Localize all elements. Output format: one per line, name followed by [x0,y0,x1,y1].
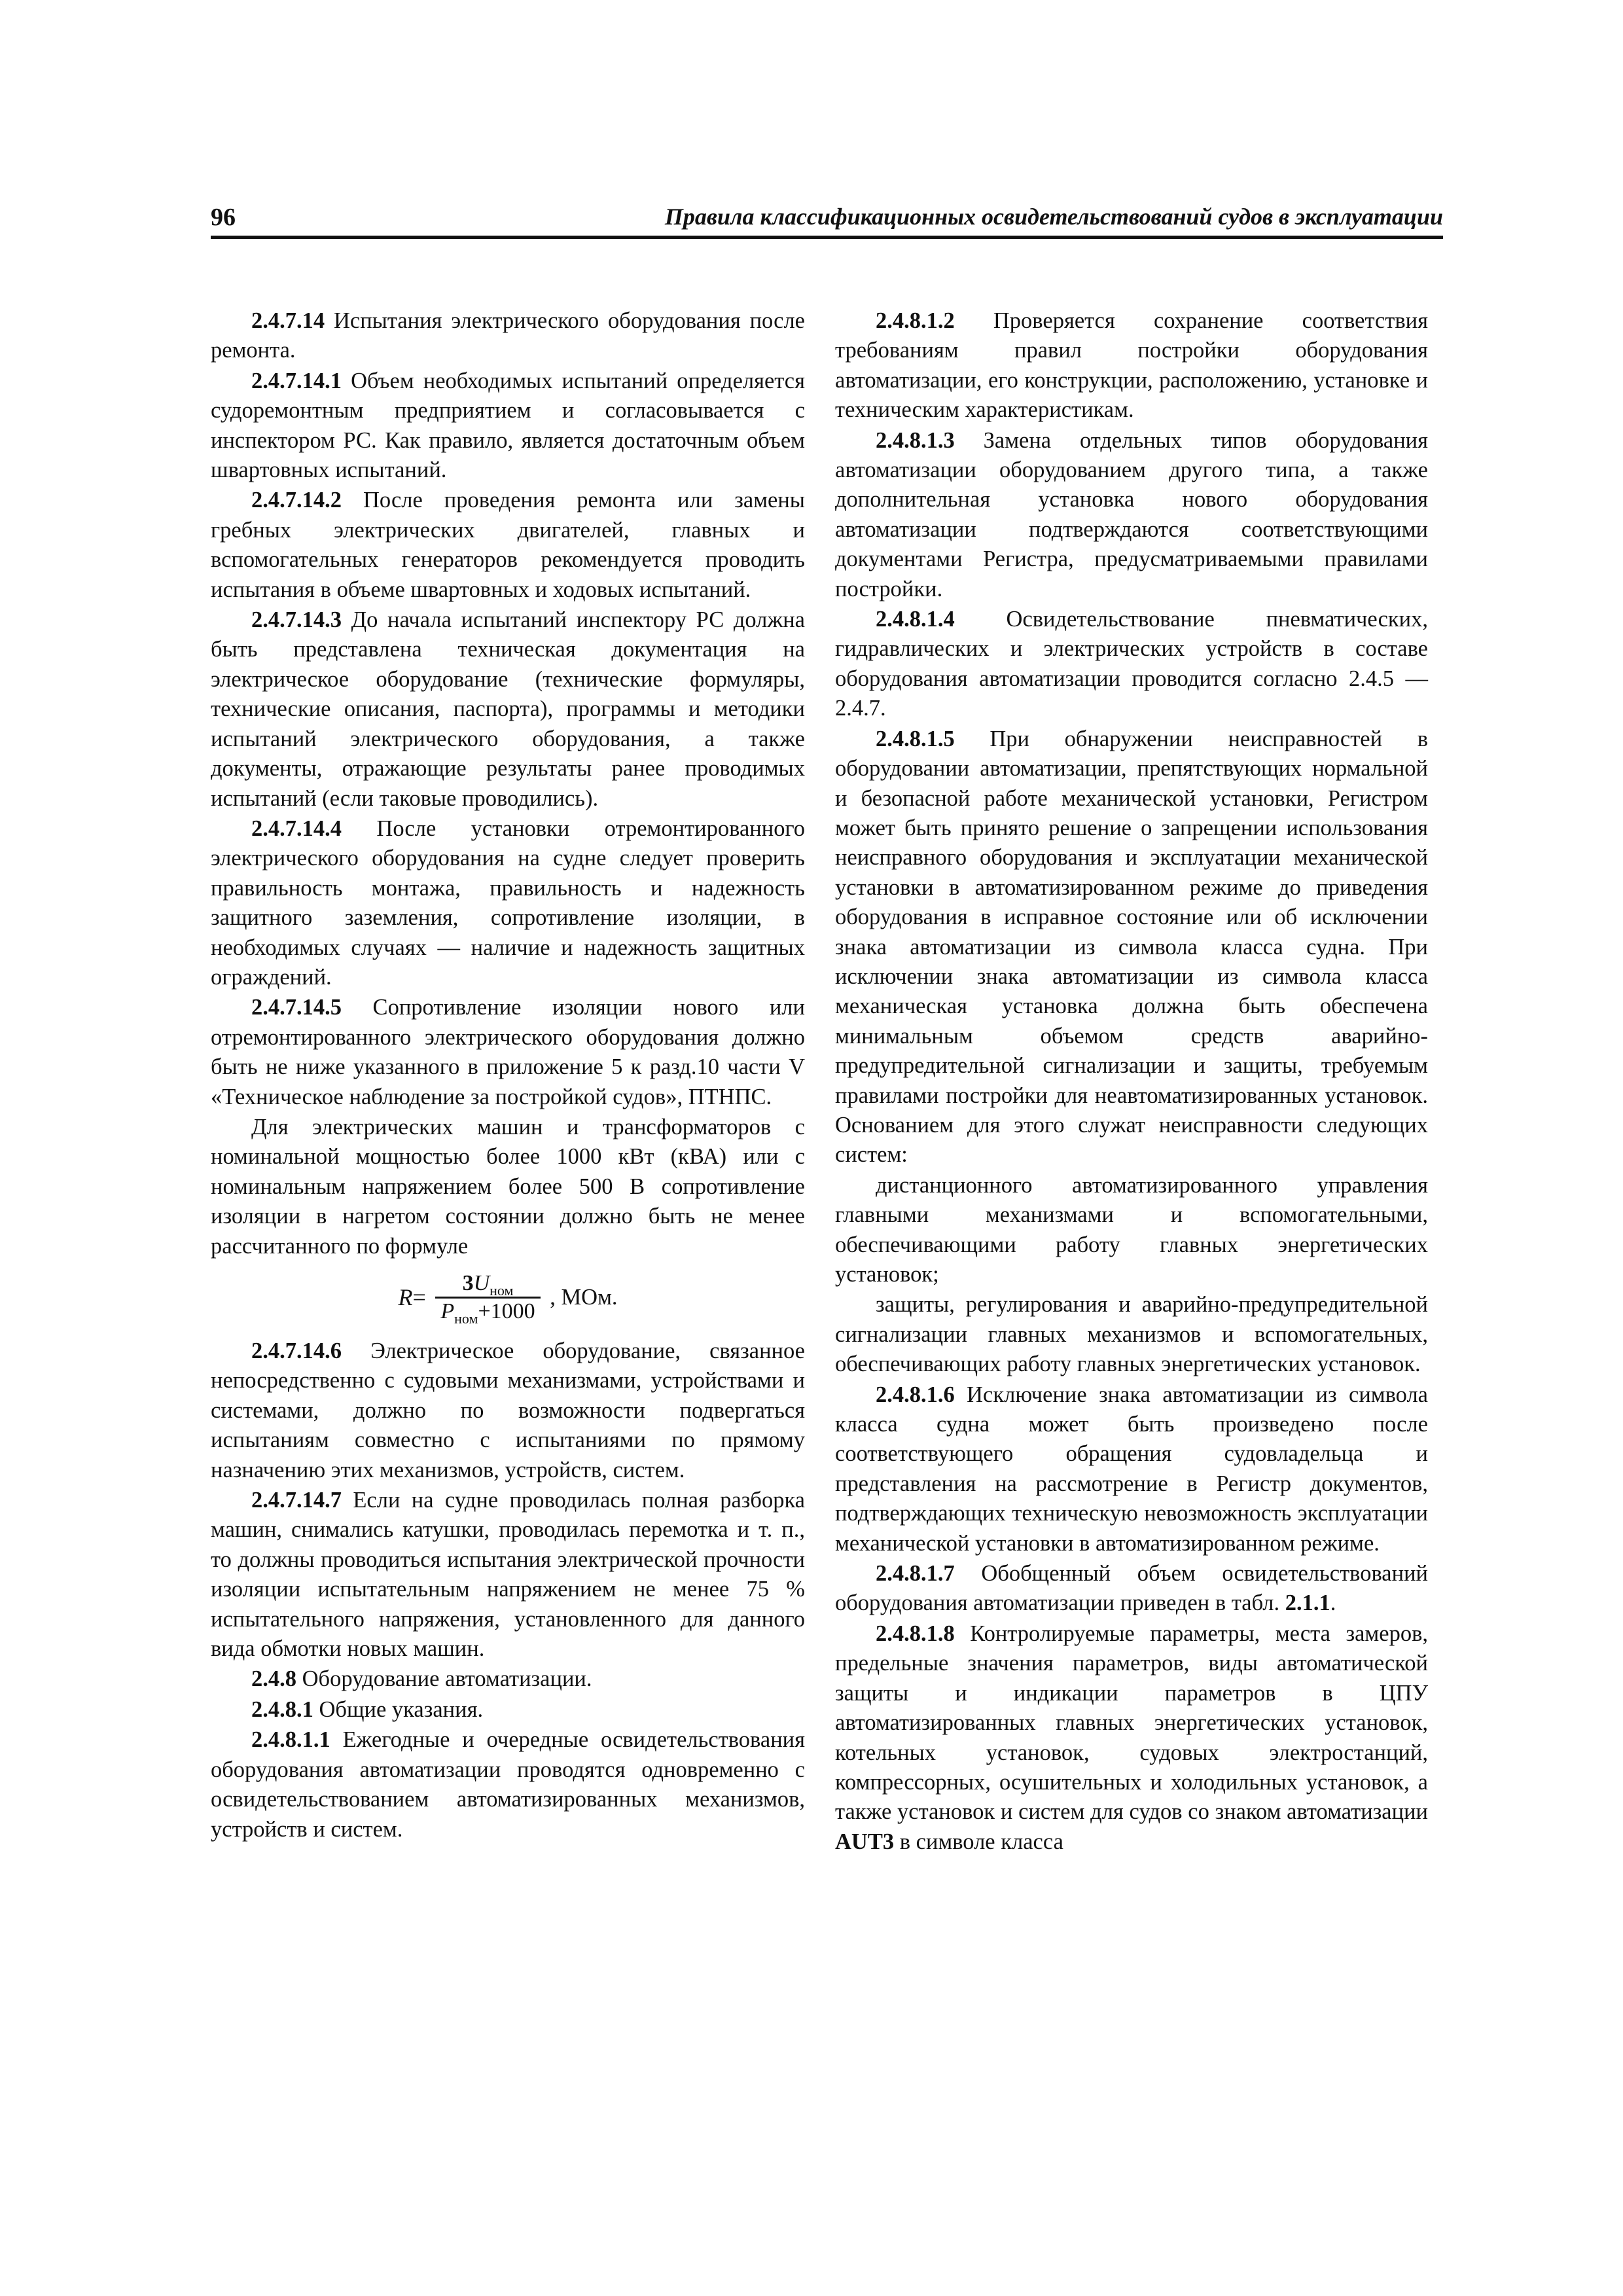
clause-number: 2.4.7.14.3 [251,607,342,633]
right-column [835,306,1428,1857]
paragraph-text: Оборудование автоматизации. [296,1666,592,1692]
formula-denominator: $P_{ном}+1000$ [440,1299,535,1327]
clause-number: 2.4.8.1 [251,1696,313,1722]
clause-number: 2.4.7.14.4 [251,816,342,841]
paragraph-text: Исключение знака автоматизации из символа класса судна может быть произведено после соответствующего обращения судовладельца и представления на рассмотрение в Регистр документов, подтверждающих техническую невозможность эксплуатации механической установки в автоматизированном режиме. [835,1382,1428,1556]
paragraph-text: Замена отдельных типов оборудования автоматизации оборудованием другого типа, а также дополнительная установка нового оборудования автоматизации подтверждаются соответствующими документами Регистра, предусматриваемыми правилами постройки. [835,427,1428,601]
paragraph [211,1486,805,1664]
page-number: 96 [211,204,236,231]
paragraph-text: Для электрических машин и трансформаторов с номинальной мощностью более 1000 кВт (кВА) или с номинальным напряжением более 500 В сопротивление изоляции в нагретом состоянии должно быть не менее рассчитанного по формуле [211,1114,805,1259]
paragraph-text: Объем необходимых испытаний определяется судоремонтным предприятием и согласовывается с инспектором РС. Как правило, является достаточным объем швартовных испытаний. [211,368,805,483]
left-column-paragraphs-after [211,1336,805,1844]
paragraph-text: Контролируемые параметры, места замеров, предельные значения параметров, виды автоматической защиты и индикации параметров в ЦПУ автоматизированных главных энергетических установок, котельных установок, судовых электростанций, компрессорных, осушительных и холодильных установок, а также установок и систем для судов со знаком автоматизации [835,1621,1428,1825]
paragraph [211,1695,805,1725]
paragraph-text: После установки отремонтированного электрического оборудования на судне следует проверить правильность монтажа, правильность и надежность защитного заземления, сопротивление изоляции, в необходимых случаях — наличие и надежность защитных ограждений. [211,816,805,990]
paragraph-text: дистанционного автоматизированного управления главными механизмами и вспомогательными, обеспечивающими работу главных энергетических установок; [835,1172,1428,1287]
paragraph [211,814,805,992]
left-column [211,306,805,1845]
paragraph [835,1619,1428,1857]
paragraph-tail: в символе класса [894,1829,1063,1854]
clause-number: 2.4.7.14.1 [251,368,342,393]
formula-unit: , МОм. [550,1284,618,1310]
formula-numerator: $3U_{ном}$ [435,1270,540,1299]
paragraph [835,1559,1428,1619]
paragraph-text: Если на судне проводилась полная разборка машин, снимались катушки, проводилась перемотка и т. п., то должны проводиться испытания электрической прочности изоляции испытательным напряжением не менее 75 % испытательного напряжения, установленного для данного вида обмотки новых машин. [211,1488,805,1662]
right-column-paragraphs [835,306,1428,1857]
paragraph [211,1664,805,1694]
paragraph-text: Обобщенный объем освидетельствований оборудования автоматизации приведен в табл. [835,1561,1428,1616]
paragraph-text: Освидетельствование пневматических, гидравлических и электрических устройств в составе оборудования автоматизации проводится согласно 2.4.5 — 2.4.7. [835,607,1428,721]
paragraph [211,605,805,814]
paragraph [835,426,1428,604]
paragraph [211,993,805,1112]
running-title: Правила классификационных освидетельствований судов в эксплуатации [664,204,1443,230]
paragraph [211,306,805,366]
paragraph [835,1171,1428,1290]
insulation-formula [211,1270,805,1325]
paragraph-text: До начала испытаний инспектору РС должна быть представлена техническая документация на электрическое оборудование (технические формуляры, технические описания, паспорта), программы и методики испытаний электрического оборудования, а также документы, отражающие результаты ранее проводимых испытаний (если таковые проводились). [211,607,805,811]
inline-reference: AUT3 [835,1829,895,1854]
clause-number: 2.4.7.14.6 [251,1338,342,1363]
clause-number: 2.4.8.1.5 [876,726,955,751]
clause-number: 2.4.8.1.1 [251,1727,330,1753]
paragraph-text: Ежегодные и очередные освидетельствования оборудования автоматизации проводятся одновременно с освидетельствованием автоматизированных механизмов, устройств и систем. [211,1727,805,1842]
clause-number: 2.4.8.1.3 [876,427,955,453]
clause-number: 2.4.7.14.7 [251,1488,342,1513]
paragraph [211,486,805,605]
paragraph [211,1336,805,1485]
paragraph [835,306,1428,425]
paragraph [835,1290,1428,1379]
clause-number: 2.4.8.1.7 [876,1561,955,1587]
paragraph [211,1725,805,1844]
paragraph [835,725,1428,1170]
clause-number: 2.4.7.14.5 [251,995,342,1020]
formula-fraction [435,1270,540,1325]
clause-number: 2.4.7.14.2 [251,488,342,513]
clause-number: 2.4.8.1.6 [876,1382,955,1407]
clause-number: 2.4.8 [251,1666,296,1692]
clause-number: 2.4.8.1.2 [876,308,955,333]
paragraph-text: Проверяется сохранение соответствия требованиям правил постройки оборудования автоматизации, его конструкции, расположению, установке и техническим характеристикам. [835,308,1428,423]
paragraph [211,367,805,486]
clause-number: 2.4.7.14 [251,308,325,333]
inline-reference: 2.1.1 [1285,1590,1330,1616]
paragraph-text: Испытания электрического оборудования после ремонта. [211,308,805,363]
paragraph-text: При обнаружении неисправностей в оборудовании автоматизации, препятствующих нормальной и безопасной работе механической установки, Регистром может быть принято решение о запрещении использования неисправного оборудования и эксплуатации механической установки в автоматизированном режиме до приведения оборудования в исправное состояние или об исключении знака автоматизации из символа класса судна. При исключении знака автоматизации из символа класса механическая установка должна быть обеспечена минимальным объемом средств аварийно-предупредительной сигнализации и защиты, требуемым правилами постройки для неавтоматизированных установок. Основанием для этого служат неисправности следующих систем: [835,726,1428,1168]
clause-number: 2.4.8.1.4 [876,607,955,632]
left-column-paragraphs [211,306,805,1261]
clause-number: 2.4.8.1.8 [876,1621,955,1646]
paragraph-text: Электрическое оборудование, связанное непосредственно с судовыми механизмами, устройствами и системами, должно по возможности подвергаться испытаниям совместно с испытаниями по прямому назначению этих механизмов, устройств, систем. [211,1338,805,1482]
paragraph-text: Сопротивление изоляции нового или отремонтированного электрического оборудования должно быть не ниже указанного в приложение 5 к разд.10 части V «Техническое наблюдение за постройкой судов», ПТНПС. [211,995,805,1109]
paragraph-text: Общие указания. [313,1696,484,1722]
paragraph [211,1113,805,1261]
paragraph [835,605,1428,724]
paragraph-text: защиты, регулирования и аварийно-предупредительной сигнализации главных механизмов и вспомогательных, обеспечивающих работу главных энергетических установок. [835,1292,1428,1377]
paragraph-tail: . [1330,1590,1336,1616]
paragraph [835,1380,1428,1558]
header-rule [211,236,1443,239]
formula-lhs: R= [398,1283,426,1310]
page-header [211,203,1443,234]
paragraph-text: После проведения ремонта или замены гребных электрических двигателей, главных и вспомогательных генераторов рекомендуется проводить испытания в объеме швартовных и ходовых испытаний. [211,488,805,602]
